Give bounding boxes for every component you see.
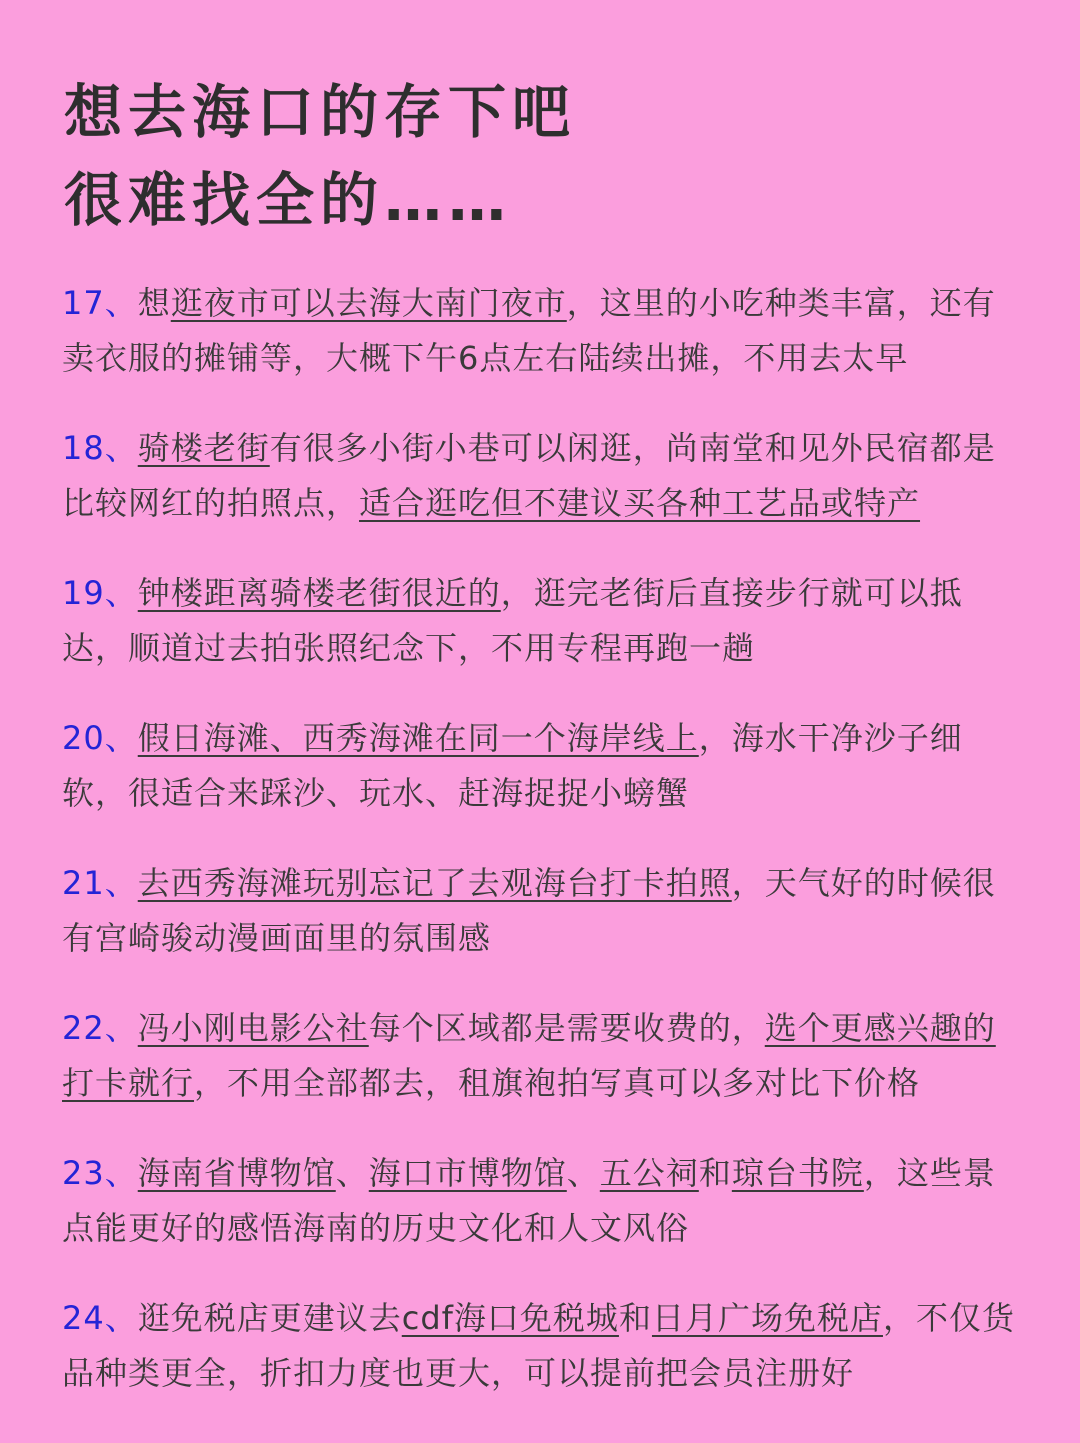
tip-text: ，不用全部都去，租旗袍拍写真可以多对比下价格 [194,1064,921,1102]
tip-item [62,421,1018,531]
tip-highlight: 海南省博物馆 [137,1154,336,1192]
tip-highlight: 假日海滩、西秀海滩在同一个海岸线上 [137,719,699,757]
tip-highlight: 五公祠 [599,1154,699,1192]
tip-highlight: 骑楼老街 [137,429,270,467]
tip-number: 19、 [62,574,138,612]
tip-item [62,856,1018,966]
tip-number: 22、 [62,1009,138,1047]
tip-number: 20、 [62,719,138,757]
tip-item [62,1001,1018,1111]
tip-number: 24、 [62,1299,138,1337]
tip-item [62,566,1018,676]
tip-text: 有很多小街小巷可以闲逛，尚南堂和见外民宿都是比较网红的拍照点， [62,429,996,522]
tip-text: ，逛完老街后直接步行就可以抵达，顺道过去拍张照纪念下，不用专程再跑一趟 [62,574,963,667]
tip-text: 、 [335,1154,369,1192]
tip-text: ，这里的小吃种类丰富，还有卖衣服的摊铺等，大概下午6点左右陆续出摊，不用去太早 [62,284,996,377]
tip-item [62,1146,1018,1256]
tips-list [62,276,1018,1401]
tip-text: ，不仅货品种类更全，折扣力度也更大，可以提前把会员注册好 [62,1299,1015,1392]
tip-highlight: cdf海口免税城 [401,1299,619,1337]
title-line-2: 很难找全的…… [64,166,513,234]
tip-highlight: 逛夜市可以去海大南门夜市 [170,284,567,322]
tip-text: 每个区域都是需要收费的， [368,1009,765,1047]
page-title [64,68,1018,244]
tip-number: 18、 [62,429,138,467]
tip-item [62,1291,1018,1401]
tip-highlight: 适合逛吃但不建议买各种工艺品或特产 [359,484,921,522]
tip-text: 想 [137,284,171,322]
tip-highlight: 琼台书院 [731,1154,864,1192]
tip-highlight: 日月广场免税店 [651,1299,883,1337]
tip-highlight: 冯小刚电影公社 [137,1009,369,1047]
tip-text: ，这些景点能更好的感悟海南的历史文化和人文风俗 [62,1154,996,1247]
tip-highlight: 海口市博物馆 [368,1154,567,1192]
tip-text: 、 [566,1154,600,1192]
tip-item [62,711,1018,821]
tip-number: 17、 [62,284,138,322]
tip-text: 和 [618,1299,652,1337]
tip-number: 23、 [62,1154,138,1192]
title-line-1: 想去海口的存下吧 [64,78,577,146]
tip-text: 和 [698,1154,732,1192]
tip-highlight: 钟楼距离骑楼老街很近的 [137,574,501,612]
tip-item [62,276,1018,386]
tip-text: ，海水干净沙子细软，很适合来踩沙、玩水、赶海捉捉小螃蟹 [62,719,963,812]
tip-number: 21、 [62,864,138,902]
tip-highlight: 去西秀海滩玩别忘记了去观海台打卡拍照 [137,864,732,902]
tip-highlight: 选个更感兴趣的打卡就行 [62,1009,996,1102]
tip-text: 逛免税店更建议去 [137,1299,402,1337]
tip-text: ，天气好的时候很有宫崎骏动漫画面里的氛围感 [62,864,996,957]
